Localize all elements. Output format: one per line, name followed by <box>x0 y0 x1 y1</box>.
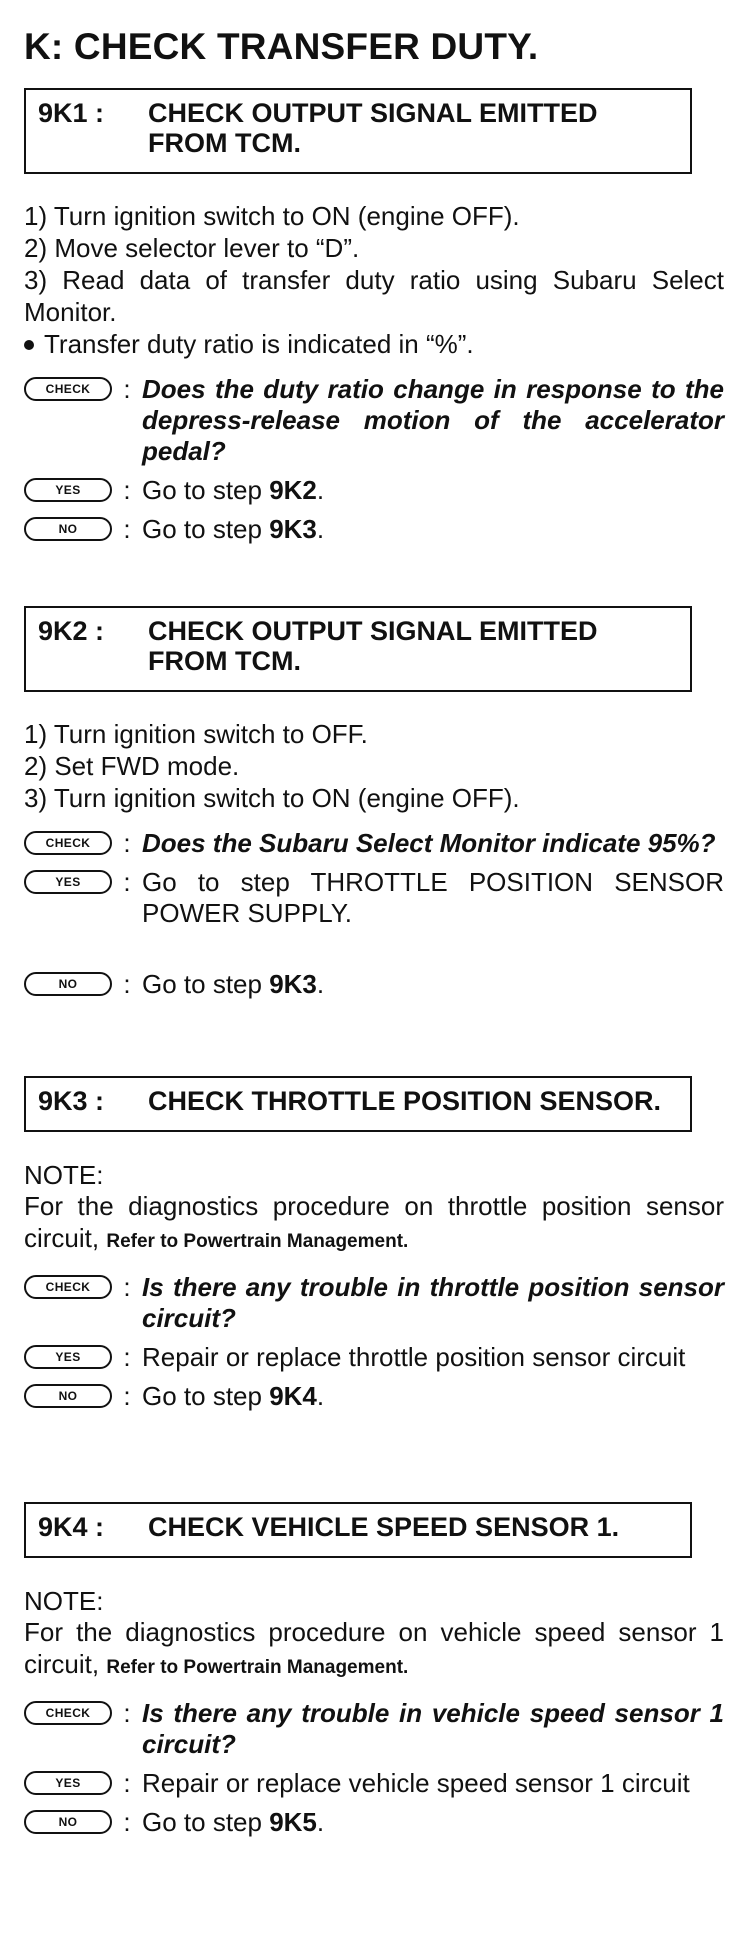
step-link[interactable]: 9K4 <box>269 1381 317 1411</box>
note-heading: NOTE: <box>24 1160 104 1190</box>
yes-action: Go to step THROTTLE POSITION SENSOR POWER SUPPLY. <box>142 867 724 928</box>
no-action: Go to step 9K3. <box>142 514 325 544</box>
check-row: CHECK : Does the duty ratio change in response to the depress-release motion of the accelerator pedal? <box>24 374 724 467</box>
note-text: For the diagnostics procedure on vehicle speed sensor 1 circuit, Refer to Powertrain Management. <box>24 1617 724 1679</box>
yes-badge-icon: YES <box>24 870 112 894</box>
procedure-item: 2) Move selector lever to “D”. <box>24 233 360 263</box>
step-header-box <box>24 88 692 174</box>
yes-action: Repair or replace vehicle speed sensor 1 circuit <box>142 1768 690 1798</box>
note-text: For the diagnostics procedure on throttle position sensor circuit, Refer to Powertrain Management. <box>24 1191 724 1253</box>
yes-row: YES : Repair or replace vehicle speed sensor 1 circuit <box>24 1768 724 1799</box>
yes-badge-icon: YES <box>24 478 112 502</box>
step-number: 9K1 : <box>38 98 105 128</box>
step-link[interactable]: 9K5 <box>269 1807 317 1837</box>
check-row: CHECK : Is there any trouble in throttle position sensor circuit? <box>24 1272 724 1334</box>
check-badge-icon: CHECK <box>24 831 112 855</box>
step-title: CHECK THROTTLE POSITION SENSOR. <box>148 1086 662 1116</box>
step-link[interactable]: 9K3 <box>269 514 317 544</box>
step-header-box <box>24 1502 692 1558</box>
no-row: NO : Go to step 9K4. <box>24 1381 724 1412</box>
step-title: CHECK OUTPUT SIGNAL EMITTED FROM TCM. <box>148 616 598 676</box>
step-header-box <box>24 606 692 692</box>
yes-action: Repair or replace throttle position sensor circuit <box>142 1342 686 1372</box>
procedure-list <box>24 718 724 814</box>
step-link[interactable]: 9K3 <box>269 969 317 999</box>
yes-row: YES : Repair or replace throttle position sensor circuit <box>24 1342 724 1373</box>
procedure-item: 2) Set FWD mode. <box>24 751 240 781</box>
page-title: K: CHECK TRANSFER DUTY. <box>24 26 539 67</box>
check-row: CHECK : Does the Subaru Select Monitor indicate 95%? <box>24 828 724 859</box>
check-question: Is there any trouble in vehicle speed sensor 1 circuit? <box>142 1698 724 1759</box>
procedure-item: 3) Turn ignition switch to ON (engine OFF). <box>24 783 520 813</box>
note-heading: NOTE: <box>24 1586 104 1616</box>
no-badge-icon: NO <box>24 1810 112 1834</box>
step-number: 9K4 : <box>38 1512 105 1542</box>
procedure-item: 1) Turn ignition switch to OFF. <box>24 719 368 749</box>
step-number: 9K2 : <box>38 616 105 646</box>
no-row: NO : Go to step 9K3. <box>24 969 724 1000</box>
check-question: Does the Subaru Select Monitor indicate 95%? <box>142 828 716 858</box>
check-question: Is there any trouble in throttle position sensor circuit? <box>142 1272 724 1333</box>
yes-badge-icon: YES <box>24 1771 112 1795</box>
check-row: CHECK : Is there any trouble in vehicle speed sensor 1 circuit? <box>24 1698 724 1760</box>
bullet-dot-icon <box>24 340 34 350</box>
no-row: NO : Go to step 9K5. <box>24 1807 724 1838</box>
yes-row: YES : Go to step THROTTLE POSITION SENSOR POWER SUPPLY. <box>24 867 724 929</box>
yes-badge-icon: YES <box>24 1345 112 1369</box>
no-action: Go to step 9K4. <box>142 1381 325 1411</box>
bullet-text: Transfer duty ratio is indicated in “%”. <box>44 329 474 359</box>
step-9k2 <box>24 606 724 1000</box>
step-9k4 <box>24 1502 724 1838</box>
reference-link[interactable]: Refer to Powertrain Management. <box>106 1657 409 1678</box>
check-question: Does the duty ratio change in response to the depress-release motion of the accelerator pedal? <box>142 374 724 466</box>
no-badge-icon: NO <box>24 517 112 541</box>
check-badge-icon: CHECK <box>24 377 112 401</box>
step-link[interactable]: 9K2 <box>269 475 317 505</box>
no-row: NO : Go to step 9K3. <box>24 514 724 545</box>
step-header-box <box>24 1076 692 1132</box>
check-badge-icon: CHECK <box>24 1701 112 1725</box>
step-title: CHECK OUTPUT SIGNAL EMITTED FROM TCM. <box>148 98 598 158</box>
no-badge-icon: NO <box>24 1384 112 1408</box>
step-9k1 <box>24 88 724 545</box>
no-action: Go to step 9K3. <box>142 969 325 999</box>
procedure-item: 1) Turn ignition switch to ON (engine OFF). <box>24 201 520 231</box>
yes-action: Go to step 9K2. <box>142 475 325 505</box>
step-title: CHECK VEHICLE SPEED SENSOR 1. <box>148 1512 620 1542</box>
no-badge-icon: NO <box>24 972 112 996</box>
reference-link[interactable]: Refer to Powertrain Management. <box>106 1231 409 1252</box>
yes-row: YES : Go to step 9K2. <box>24 475 724 506</box>
bullet-item <box>24 328 724 360</box>
check-badge-icon: CHECK <box>24 1275 112 1299</box>
step-number: 9K3 : <box>38 1086 105 1116</box>
no-action: Go to step 9K5. <box>142 1807 325 1837</box>
procedure-item: 3) Read data of transfer duty ratio using Subaru Select Monitor. <box>24 265 724 327</box>
procedure-list <box>24 200 724 360</box>
step-9k3 <box>24 1076 724 1412</box>
